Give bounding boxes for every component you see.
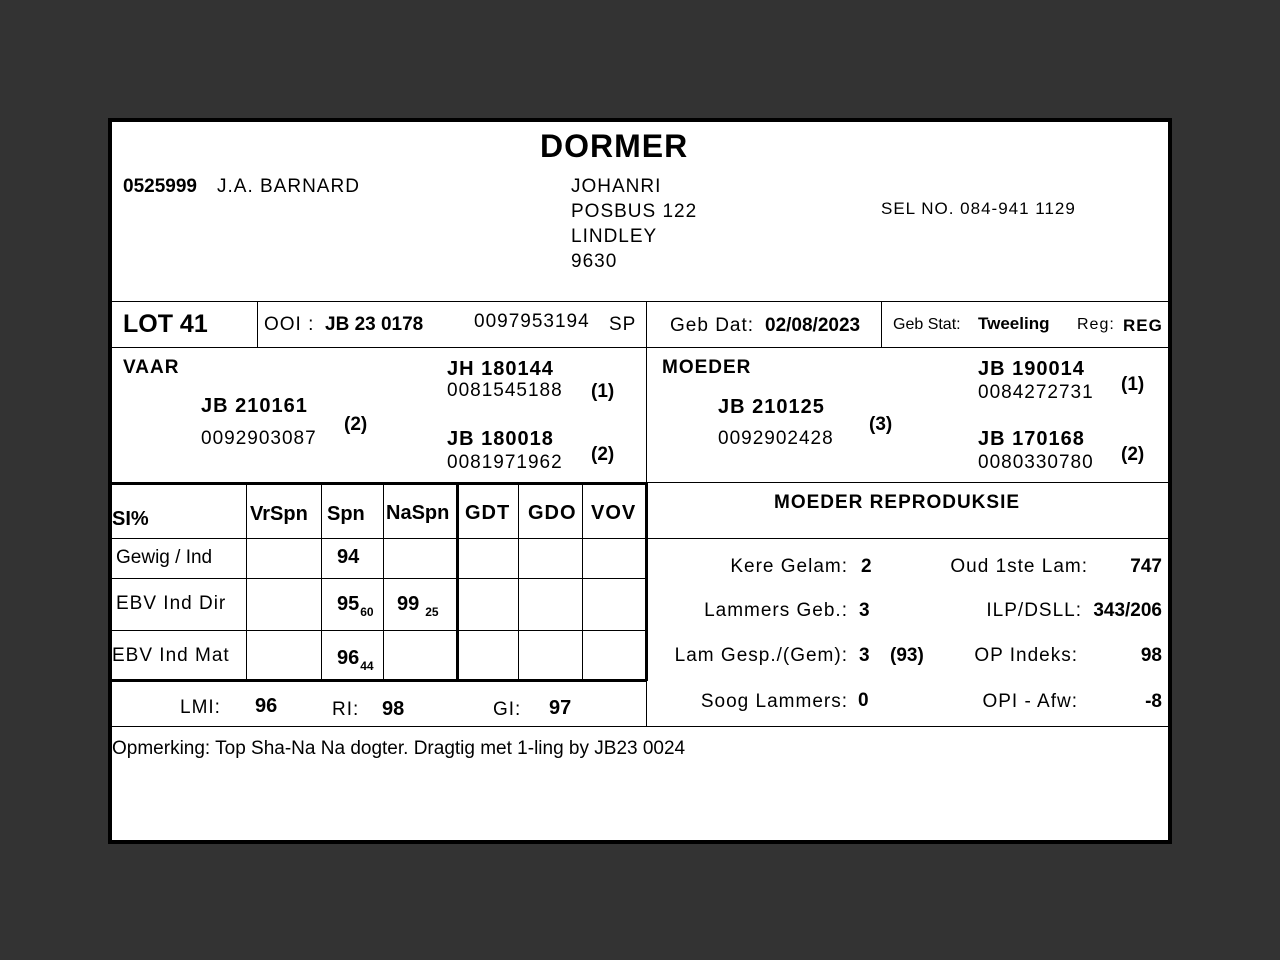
lot-card <box>108 118 1172 844</box>
soog-lammers-label: Soog Lammers: <box>700 691 848 712</box>
vaar-sire-id: JH 180144 <box>447 358 554 380</box>
moeder-dam-number: 0080330780 <box>978 452 1094 473</box>
ooi-value: JB 23 0178 <box>325 314 424 335</box>
lam-gesp-label: Lam Gesp./(Gem): <box>674 645 848 666</box>
cell-ebv-dir-naspn: 99 $_{25}$ <box>397 593 439 619</box>
vaar-dam-count: (2) <box>591 444 615 465</box>
breed-title: DORMER <box>540 128 689 164</box>
geb-dat-value: 02/08/2023 <box>765 315 861 336</box>
op-indeks-label: OP Indeks: <box>974 645 1078 666</box>
vaar-count: (2) <box>344 414 368 435</box>
row-label-ebv-mat: EBV Ind Mat <box>112 645 230 666</box>
gi-value: 97 <box>549 697 572 719</box>
oud-value: 747 <box>1130 556 1162 577</box>
op-indeks-value: 98 <box>1140 645 1162 666</box>
owner-name: J.A. BARNARD <box>217 176 360 197</box>
moeder-label: MOEDER <box>662 357 752 378</box>
header-si: SI% <box>112 508 149 530</box>
moeder-id: JB 210125 <box>718 396 825 418</box>
vaar-sire-number: 0081545188 <box>447 380 563 401</box>
row-label-gewig: Gewig / Ind <box>116 547 213 568</box>
vaar-dam-number: 0081971962 <box>447 452 563 473</box>
header-naspn: NaSpn <box>386 502 450 524</box>
opi-afw-value: -8 <box>1145 691 1162 712</box>
phone-number: SEL NO. 084-941 1129 <box>881 199 1076 218</box>
header-vrspn: VrSpn <box>250 503 308 525</box>
cell-ebv-mat-spn: $96_{44}$ <box>337 647 374 673</box>
lam-gesp-gem-value: (93) <box>890 645 924 666</box>
moeder-count: (3) <box>869 414 893 435</box>
moeder-sire-id: JB 190014 <box>978 358 1085 380</box>
address-line-3: LINDLEY <box>571 226 658 247</box>
remark-text: Opmerking: Top Sha-Na Na dogter. Dragtig met 1-ling by JB23 0024 <box>112 738 686 759</box>
ilp-value: 343/206 <box>1093 600 1162 621</box>
moeder-sire-number: 0084272731 <box>978 382 1094 403</box>
performance-table <box>112 483 647 683</box>
id-number: 0097953194 <box>474 311 590 332</box>
ilp-label: ILP/DSLL: <box>986 600 1082 621</box>
address-line-4: 9630 <box>571 251 618 272</box>
moeder-dam-id: JB 170168 <box>978 428 1085 450</box>
vaar-sire-count: (1) <box>591 381 615 402</box>
ri-value: 98 <box>382 698 405 720</box>
soog-lammers-value: 0 <box>858 690 869 711</box>
cell-ebv-dir-spn: $95_{60}$ <box>337 593 374 619</box>
lmi-value: 96 <box>255 695 278 717</box>
lammers-geb-value: 3 <box>859 600 870 621</box>
geb-dat-label: Geb Dat: <box>670 315 755 336</box>
moeder-number: 0092902428 <box>718 428 834 449</box>
sp-label: SP <box>609 314 637 335</box>
kere-gelam-label: Kere Gelam: <box>730 556 848 577</box>
address-line-1: JOHANRI <box>571 176 662 197</box>
header-spn: Spn <box>327 503 365 525</box>
owner-code: 0525999 <box>123 176 197 197</box>
geb-stat-value: Tweeling <box>978 314 1050 333</box>
moeder-dam-count: (2) <box>1121 444 1145 465</box>
lmi-label: LMI: <box>180 697 221 718</box>
reg-label: Reg: <box>1077 316 1115 333</box>
kere-gelam-value: 2 <box>861 556 872 577</box>
lot-number: LOT 41 <box>123 310 208 338</box>
reg-value: REG <box>1123 316 1163 335</box>
lammers-geb-label: Lammers Geb.: <box>704 600 848 621</box>
header-gdo: GDO <box>528 502 577 524</box>
opi-afw-label: OPI - Afw: <box>982 691 1078 712</box>
lam-gesp-value: 3 <box>859 645 870 666</box>
address-line-2: POSBUS 122 <box>571 201 698 222</box>
oud-label: Oud 1ste Lam: <box>950 556 1088 577</box>
reproduksie-title: MOEDER REPRODUKSIE <box>774 492 1021 513</box>
ri-label: RI: <box>332 699 360 720</box>
row-label-ebv-dir: EBV Ind Dir <box>116 593 227 614</box>
vaar-id: JB 210161 <box>201 395 308 417</box>
ooi-label: OOI : <box>264 314 315 335</box>
gi-label: GI: <box>493 699 522 720</box>
header-gdt: GDT <box>465 502 511 524</box>
header-vov: VOV <box>591 502 637 524</box>
moeder-sire-count: (1) <box>1121 374 1145 395</box>
cell-gewig-spn: 94 <box>337 546 360 568</box>
vaar-dam-id: JB 180018 <box>447 428 554 450</box>
vaar-label: VAAR <box>123 357 180 378</box>
geb-stat-label: Geb Stat: <box>893 316 961 333</box>
vaar-number: 0092903087 <box>201 428 317 449</box>
